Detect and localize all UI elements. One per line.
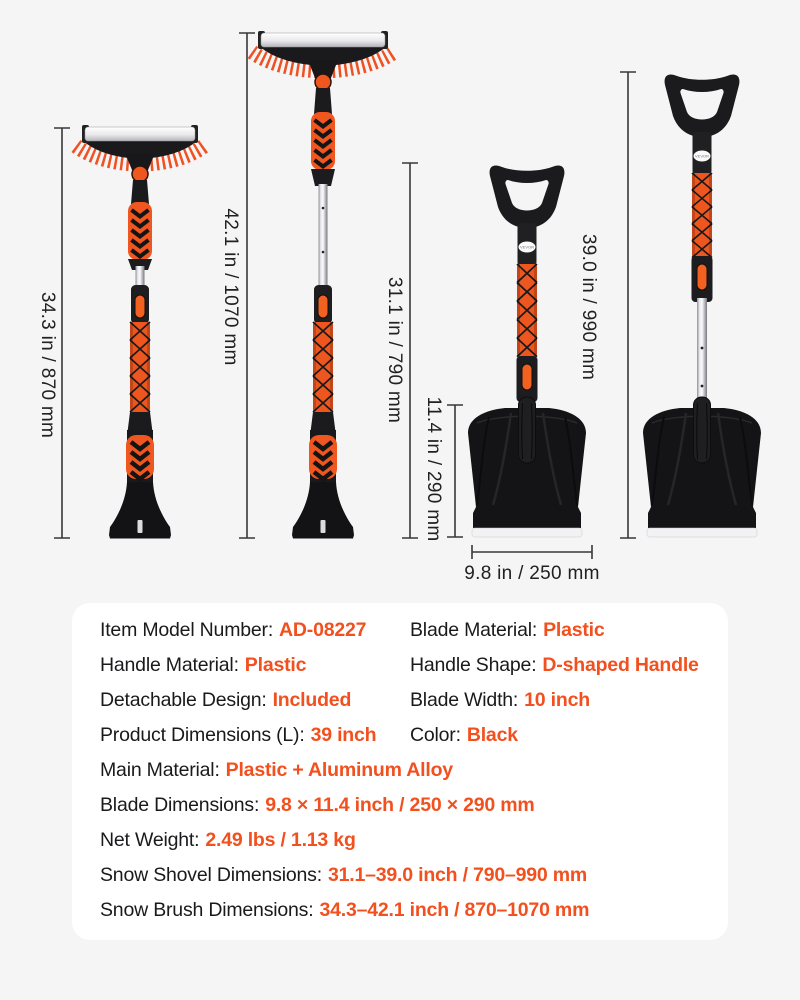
spec-value: 39 inch xyxy=(310,724,377,746)
dim-line-blade-width xyxy=(472,545,592,559)
spec-label: Snow Brush Dimensions: xyxy=(100,899,314,921)
snow-shovel-extended xyxy=(643,74,761,537)
spec-row xyxy=(72,648,728,683)
spec-label: Handle Shape: xyxy=(410,654,537,676)
snow-brush-extended xyxy=(252,31,394,539)
dim-label-brush-collapsed: 34.3 in / 870 mm xyxy=(37,291,58,439)
dim-label-shovel-collapsed: 31.1 in / 790 mm xyxy=(384,276,405,424)
dim-line-brush-extended xyxy=(239,33,255,538)
spec-row xyxy=(72,718,728,753)
spec-value: 9.8 × 11.4 inch / 250 × 290 mm xyxy=(265,794,535,816)
spec-label: Blade Dimensions: xyxy=(100,794,260,816)
spec-row xyxy=(72,788,728,823)
spec-label: Color: xyxy=(410,724,461,746)
spec-label: Blade Width: xyxy=(410,689,519,711)
dim-line-shovel-extended xyxy=(620,72,636,538)
spec-value: 2.49 lbs / 1.13 kg xyxy=(205,829,356,851)
spec-value: Plastic xyxy=(244,654,307,676)
spec-label: Blade Material: xyxy=(410,619,538,641)
spec-value: Black xyxy=(466,724,518,746)
spec-label: Handle Material: xyxy=(100,654,239,676)
dim-label-shovel-extended: 39.0 in / 990 mm xyxy=(578,233,599,381)
dim-label-blade-width: 9.8 in / 250 mm xyxy=(464,563,600,584)
spec-row xyxy=(72,753,728,788)
spec-value: Plastic + Aluminum Alloy xyxy=(225,759,453,781)
spec-value: Plastic xyxy=(543,619,605,641)
spec-panel xyxy=(72,603,728,940)
spec-label: Snow Shovel Dimensions: xyxy=(100,864,322,886)
spec-value: 10 inch xyxy=(524,689,590,711)
spec-label: Net Weight: xyxy=(100,829,200,851)
spec-value: Included xyxy=(272,689,352,711)
spec-label: Item Model Number: xyxy=(100,619,274,641)
dim-line-blade-height xyxy=(447,405,463,537)
spec-row xyxy=(72,893,728,928)
spec-label: Main Material: xyxy=(100,759,220,781)
snow-brush-collapsed xyxy=(76,125,204,539)
spec-value: 34.3–42.1 inch / 870–1070 mm xyxy=(319,899,590,921)
spec-row xyxy=(72,823,728,858)
spec-value: D-shaped Handle xyxy=(542,654,699,676)
snow-shovel-collapsed xyxy=(468,165,586,537)
spec-label: Product Dimensions (L): xyxy=(100,724,305,746)
spec-value: 31.1–39.0 inch / 790–990 mm xyxy=(327,864,588,886)
spec-label: Detachable Design: xyxy=(100,689,267,711)
spec-row xyxy=(72,683,728,718)
dim-label-brush-extended: 42.1 in / 1070 mm xyxy=(220,208,241,366)
spec-row xyxy=(72,613,728,648)
spec-value: AD-08227 xyxy=(279,619,367,641)
brand-logo: VEVOR xyxy=(519,244,535,250)
brand-logo: VEVOR xyxy=(694,153,710,159)
dim-label-blade-height: 11.4 in / 290 mm xyxy=(423,396,444,542)
spec-row xyxy=(72,858,728,893)
